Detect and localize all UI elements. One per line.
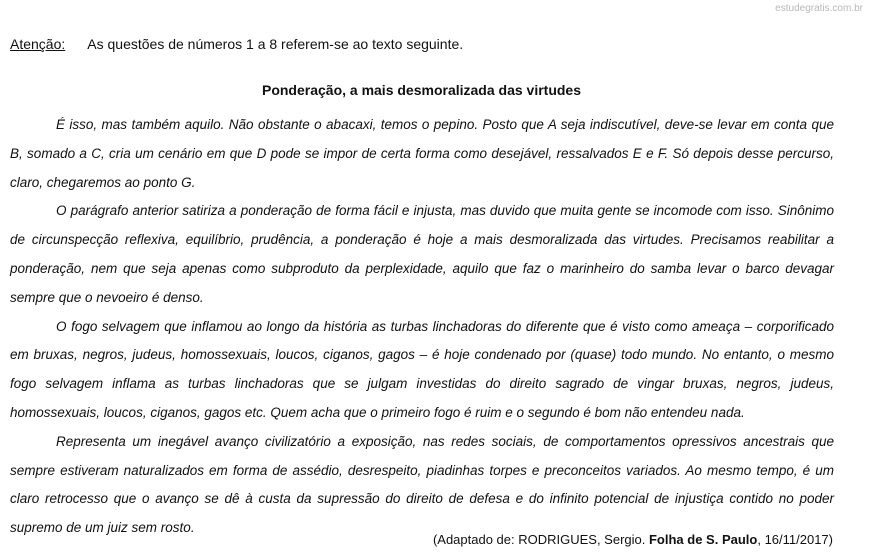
paragraph-2: O parágrafo anterior satiriza a ponderação de forma fácil e injusta, mas duvido que muita gente se incomode com isso. Sinônimo de circunspecção reflexiva, equilíbrio, prudência, a ponderação é hoje a mais desmoralizada das virtudes. Precisamos reabilitar a ponderação, nem que seja apenas como subproduto da perplexidade, aquilo que faz o marinheiro do samba levar o barco devagar sempre que o nevoeiro é denso. (10, 203, 834, 305)
text-title: Ponderação, a mais desmoralizada das virtudes (261, 82, 582, 98)
source-suffix: , 16/11/2017) (757, 532, 833, 547)
source-prefix: (Adaptado de: RODRIGUES, Sergio. (432, 532, 649, 547)
source-publication: Folha de S. Paulo (648, 532, 758, 547)
paragraph-4: Representa um inegável avanço civilizatório a exposição, nas redes sociais, de comportamentos opressivos ancestrais que sempre estiveram naturalizados em forma de assédio, desrespeito, piadinhas torpes e preconceitos variados. Ao mesmo tempo, é um claro retrocesso que o avanço se dê à custa da supressão do direito de defesa e do infinito potencial de injustiça contido no poder supremo de um juiz sem rosto. (10, 433, 834, 536)
attention-label: Atenção: (10, 36, 66, 52)
text-body (10, 111, 834, 543)
source-citation (433, 532, 833, 547)
attention-notice (10, 36, 463, 52)
attention-text: As questões de números 1 a 8 referem-se ao texto seguinte. (87, 36, 464, 52)
paragraph-3: O fogo selvagem que inflamou ao longo da história as turbas linchadoras do diferente que é visto como ameaça – corporificado em bruxas, negros, judeus, homossexuais, loucos, ciganos, gagos – é hoje condenado por (quase) todo mundo. No entanto, o mesmo fogo selvagem inflama as turbas linchadoras que se julgam investidas do direito sagrado de vingar bruxas, negros, judeus, homossexuais, loucos, ciganos, gagos etc. Quem acha que o primeiro fogo é ruim e o segundo é bom não entendeu nada. (10, 318, 834, 420)
paragraph-1: É isso, mas também aquilo. Não obstante o abacaxi, temos o pepino. Posto que A seja indiscutível, deve-se levar em conta que B, somado a C, cria um cenário em que D pode se impor de certa forma como desejável, ressalvados E e F. Só depois desse percurso, claro, chegaremos ao ponto G. (10, 117, 834, 190)
watermark: estudegratis.com.br (775, 3, 863, 14)
